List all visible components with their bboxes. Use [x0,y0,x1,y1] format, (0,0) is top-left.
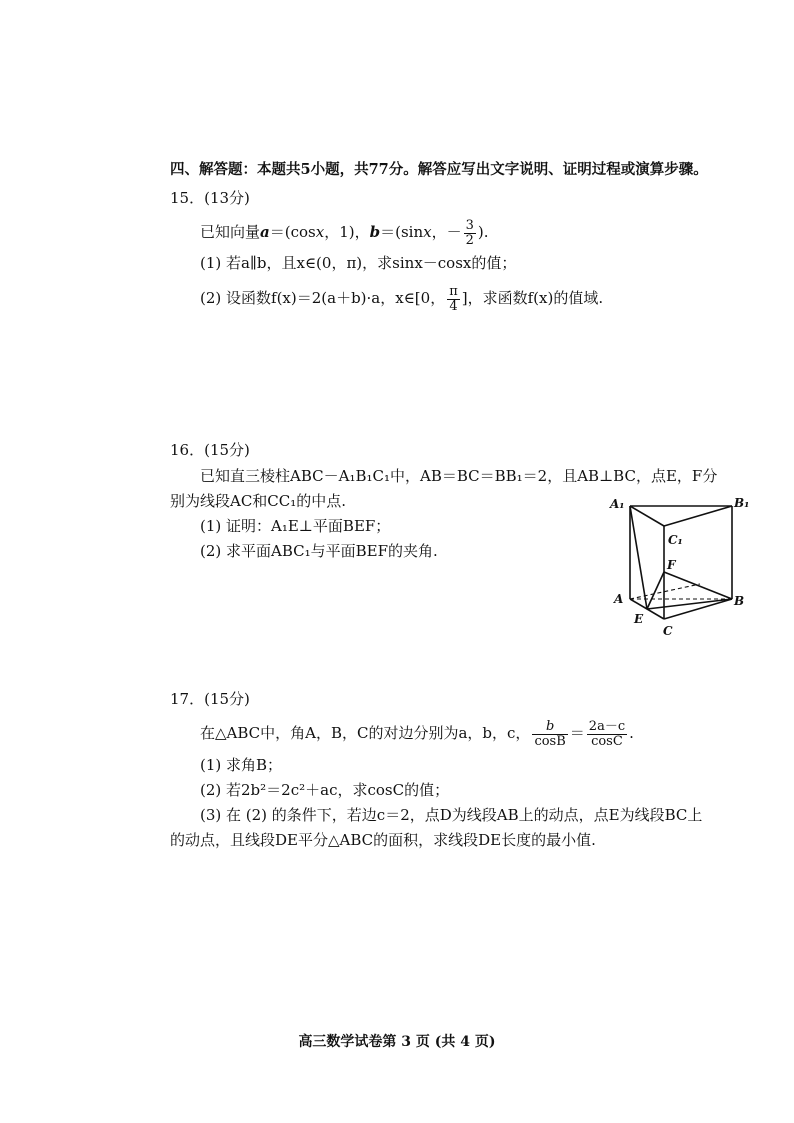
segment-a1e [630,506,647,609]
q15-p2-frac-num: π [449,283,458,299]
q15-stem-i: ，－ [431,223,462,241]
q17-part1: (1) 求角B； [200,756,283,774]
q15-part2 [200,281,603,315]
label-a: A [614,592,624,606]
q15-p2-a: (2) 设函数f(x)＝2(a＋b)·a，x∈[0， [200,289,446,307]
segment-ef [647,572,664,609]
q15-frac-num: 3 [465,217,474,233]
q15-frac-den: 2 [465,232,474,248]
q17-part2: (2) 若2b²＝2c²＋ac，求cosC的值； [200,781,450,799]
q15-stem-a: 已知向量 [200,223,261,241]
q16-part1: (1) 证明：A₁E⊥平面BEF； [200,517,391,535]
prism-figure [604,494,754,644]
edge-cb [664,599,732,619]
q15-part1: (1) 若a∥b，且x∈(0，π)，求sinx－cosx的值； [200,254,517,272]
q17-part3-line1: (3) 在 (2) 的条件下，若边c＝2，点D为线段AB上的动点，点E为线段BC上 [200,806,703,824]
q16-number: 16．(15分) [170,441,250,459]
label-f: F [667,558,676,572]
q15-p2-b: ]，求函数f(x)的值域. [461,289,604,307]
section-heading: 四、解答题：本题共5小题，共77分。解答应写出文字说明、证明过程或演算步骤。 [170,161,708,178]
q15-stem-g: ＝(sin [380,223,424,241]
q15-vec-b: b [369,223,381,241]
hidden-line [630,584,700,599]
q16-stem-line1: 已知直三棱柱ABC－A₁B₁C₁中，AB＝BC＝BB₁＝2，且AB⊥BC，点E，F分 [200,467,718,485]
q15-fraction [464,219,476,248]
q17-fraction-1 [532,720,567,749]
label-a1: A₁ [610,497,625,511]
q17-frac1-den: cosB [534,733,566,749]
q15-stem-c: ＝(cos [269,223,316,241]
q17-frac1-num: b [532,720,567,735]
q15-p2-fraction [447,285,460,314]
q15-var-x2: x [423,223,432,241]
q15-p2-frac-den: 4 [449,298,458,314]
q15-stem-j: ). [477,223,489,241]
page-footer: 高三数学试卷第 3 页 (共 4 页) [298,1034,496,1050]
q15-vec-a: a [260,223,270,241]
q17-frac2-num: 2a－c [588,718,626,734]
q17-part3-line2: 的动点，且线段DE平分△ABC的面积，求线段DE长度的最小值. [170,831,596,849]
edge-c1b1 [664,506,732,526]
q16-part2: (2) 求平面ABC₁与平面BEF的夹角. [200,542,438,560]
q17-eq: ＝ [569,724,585,742]
q17-stem [200,715,634,751]
label-c: C [663,624,673,638]
edge-a1c1 [630,506,664,526]
q15-stem [200,215,489,249]
segment-eb [647,599,732,609]
label-e: E [634,612,644,626]
q17-number: 17．(15分) [170,690,250,708]
q15-stem-e: ，1)， [324,223,370,241]
q17-stem-b: . [629,724,634,742]
q15-var-x1: x [315,223,325,241]
q17-fraction-2 [587,720,627,749]
q17-frac2-den: cosC [591,733,623,749]
label-b1: B₁ [734,496,750,510]
q15-number: 15．(13分) [170,189,250,207]
segment-fb [664,572,732,599]
q16-stem-line2: 别为线段AC和CC₁的中点. [170,492,347,510]
label-b: B [734,594,745,608]
q17-stem-a: 在△ABC中，角A，B，C的对边分别为a，b，c， [200,724,531,742]
label-c1: C₁ [668,533,683,547]
